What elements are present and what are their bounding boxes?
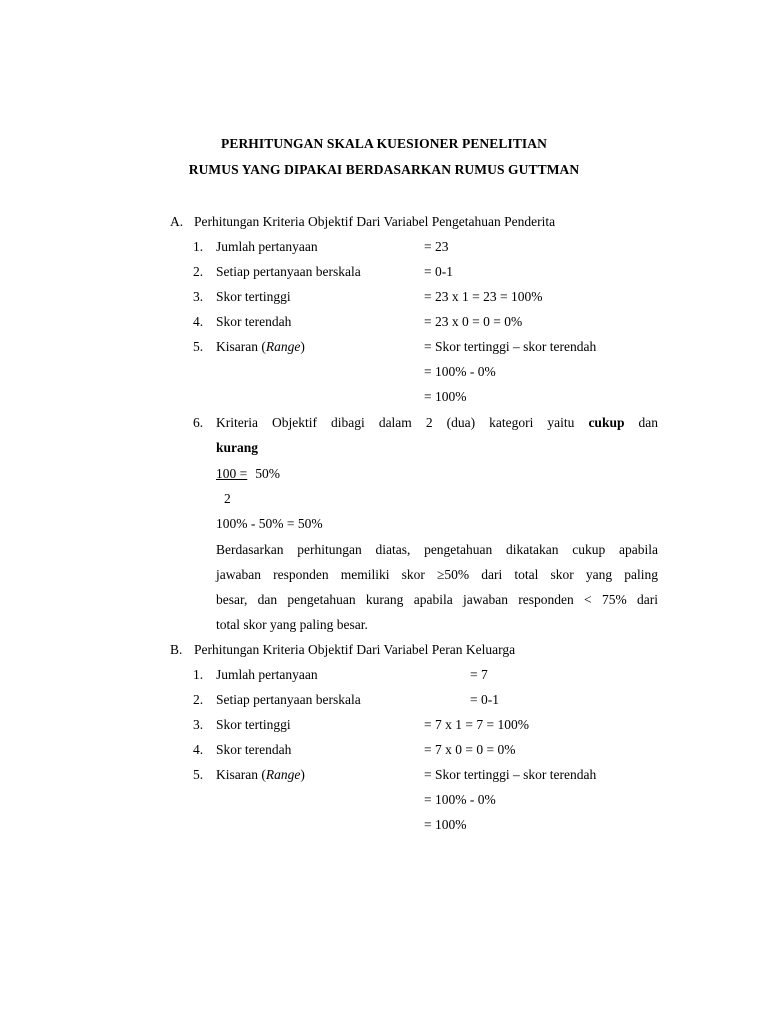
list-label: Skor terendah	[216, 314, 292, 329]
list-value: = Skor tertinggi – skor terendah	[424, 339, 597, 354]
fraction-line	[216, 461, 280, 486]
list-value: = 23	[424, 239, 449, 254]
list-number: 1.	[193, 239, 204, 254]
label-text: )	[300, 767, 305, 782]
section-a-letter: A.	[170, 214, 184, 229]
item6-text	[216, 410, 658, 435]
list-number: 2.	[193, 692, 204, 707]
list-number: 6.	[193, 415, 204, 430]
list-number: 2.	[193, 264, 204, 279]
section-b-letter: B.	[170, 642, 183, 657]
range-continuation: = 100%	[424, 817, 467, 832]
label-text: )	[300, 339, 305, 354]
page-title: PERHITUNGAN SKALA KUESIONER PENELITIAN	[221, 136, 547, 151]
list-label: Setiap pertanyaan berskala	[216, 264, 361, 279]
conclusion-line: besar, dan pengetahuan kurang apabila jawaban responden < 75% dari	[216, 592, 658, 607]
list-value: = 7	[470, 667, 488, 682]
range-continuation: = 100% - 0%	[424, 792, 496, 807]
conclusion-line: total skor yang paling besar.	[216, 617, 368, 632]
list-label: Skor tertinggi	[216, 717, 291, 732]
subtraction-line: 100% - 50% = 50%	[216, 516, 323, 531]
list-number: 3.	[193, 717, 204, 732]
list-value: = Skor tertinggi – skor terendah	[424, 767, 597, 782]
list-label: Setiap pertanyaan berskala	[216, 692, 361, 707]
list-label	[216, 334, 305, 359]
section-a-heading: Perhitungan Kriteria Objektif Dari Variabel Pengetahuan Penderita	[194, 214, 556, 229]
fraction-denominator: 2	[224, 491, 231, 506]
list-label: Skor terendah	[216, 742, 292, 757]
list-value: = 23 x 0 = 0 = 0%	[424, 314, 523, 329]
item6-bold-cukup: cukup	[588, 415, 625, 430]
fraction-result: 50%	[255, 466, 280, 481]
range-continuation: = 100%	[424, 389, 467, 404]
list-number: 1.	[193, 667, 204, 682]
item6-bold-kurang: kurang	[216, 440, 259, 455]
item6-text-mid: dan	[624, 415, 658, 430]
list-label	[216, 762, 305, 787]
list-number: 3.	[193, 289, 204, 304]
list-number: 5.	[193, 339, 204, 354]
list-value: = 0-1	[424, 264, 453, 279]
list-label: Jumlah pertanyaan	[216, 667, 318, 682]
fraction-numerator: 100 =	[216, 466, 248, 481]
list-value: = 7 x 1 = 7 = 100%	[424, 717, 529, 732]
page-subtitle: RUMUS YANG DIPAKAI BERDASARKAN RUMUS GUTTMAN	[188, 162, 580, 177]
range-continuation: = 100% - 0%	[424, 364, 496, 379]
label-italic-text: Range	[265, 339, 301, 354]
label-text: Kisaran (	[216, 767, 266, 782]
list-number: 5.	[193, 767, 204, 782]
list-label: Jumlah pertanyaan	[216, 239, 318, 254]
conclusion-line: Berdasarkan perhitungan diatas, pengetahuan dikatakan cukup apabila	[216, 542, 658, 557]
label-italic-text: Range	[265, 767, 301, 782]
section-b-heading: Perhitungan Kriteria Objektif Dari Variabel Peran Keluarga	[194, 642, 516, 657]
conclusion-line: jawaban responden memiliki skor ≥50% dari total skor yang paling	[216, 567, 658, 582]
list-value: = 0-1	[470, 692, 499, 707]
list-label: Skor tertinggi	[216, 289, 291, 304]
list-number: 4.	[193, 314, 204, 329]
list-value: = 23 x 1 = 23 = 100%	[424, 289, 543, 304]
list-value: = 7 x 0 = 0 = 0%	[424, 742, 516, 757]
list-number: 4.	[193, 742, 204, 757]
label-text: Kisaran (	[216, 339, 266, 354]
item6-text-pre: Kriteria Objektif dibagi dalam 2 (dua) kategori yaitu	[216, 415, 589, 430]
